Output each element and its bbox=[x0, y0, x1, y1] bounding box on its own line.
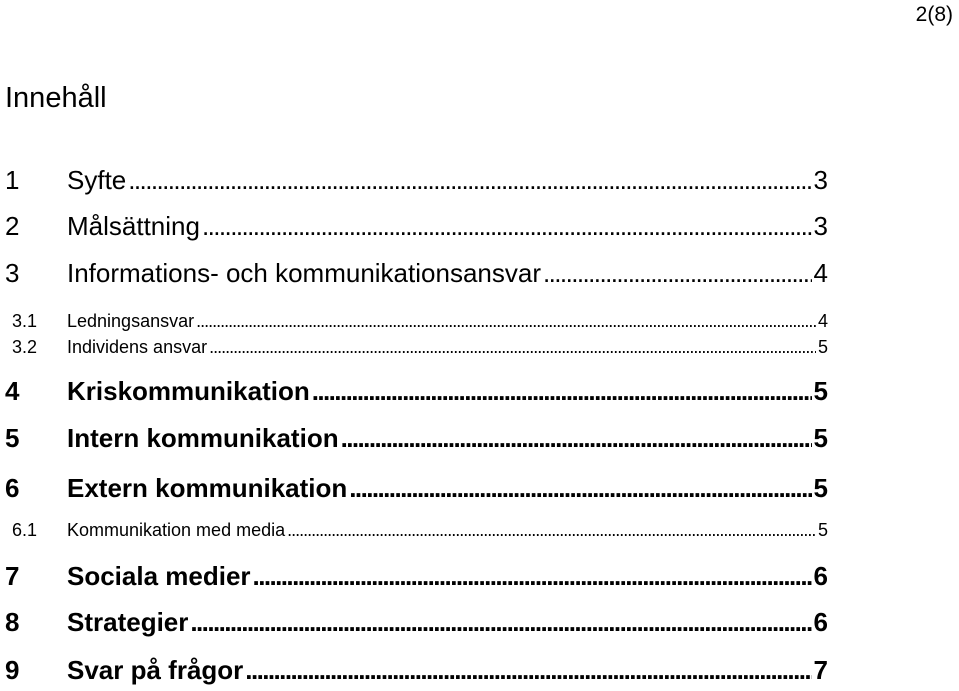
toc-entry-page: 5 bbox=[813, 376, 828, 406]
toc-dot-leader bbox=[312, 376, 812, 407]
toc-entry[interactable] bbox=[5, 376, 828, 407]
toc-entry-page: 4 bbox=[813, 258, 828, 288]
toc-dot-leader bbox=[190, 607, 811, 638]
toc-entry-number: 8 bbox=[5, 607, 20, 637]
toc-dot-leader bbox=[543, 258, 812, 289]
toc-entry-page: 6 bbox=[813, 561, 828, 591]
toc-entry-page: 3 bbox=[813, 165, 828, 195]
toc-entry-title: Kriskommunikation bbox=[67, 376, 310, 406]
toc-entry[interactable] bbox=[5, 211, 828, 242]
toc-entry[interactable] bbox=[5, 311, 828, 332]
toc-entry[interactable] bbox=[5, 258, 828, 289]
toc-entry-title: Kommunikation med media bbox=[67, 520, 286, 540]
toc-entry-page: 6 bbox=[813, 607, 828, 637]
toc-entry-number: 4 bbox=[5, 376, 20, 406]
toc-entry[interactable] bbox=[5, 520, 828, 541]
toc-dot-leader bbox=[349, 473, 811, 504]
toc-entry-page: 3 bbox=[813, 211, 828, 241]
toc-entry-title: Strategier bbox=[67, 607, 189, 637]
toc-entry-number: 3.2 bbox=[12, 337, 38, 357]
toc-dot-leader bbox=[196, 311, 816, 332]
toc-dot-leader bbox=[202, 211, 812, 242]
toc-entry-page: 5 bbox=[813, 423, 828, 453]
toc-entry-page: 5 bbox=[813, 473, 828, 503]
toc-entry-title: Sociala medier bbox=[67, 561, 251, 591]
toc-dot-leader bbox=[341, 423, 812, 454]
toc-entry[interactable] bbox=[5, 337, 828, 358]
toc-entry-number: 3 bbox=[5, 258, 20, 288]
toc-entry[interactable] bbox=[5, 561, 828, 592]
toc-dot-leader bbox=[253, 561, 812, 592]
toc-entry-number: 2 bbox=[5, 211, 20, 241]
toc-dot-leader bbox=[245, 655, 811, 686]
toc-entry-number: 7 bbox=[5, 561, 20, 591]
toc-entry-page: 5 bbox=[817, 337, 828, 357]
toc-dot-leader bbox=[287, 520, 816, 541]
toc-entry-page: 5 bbox=[817, 520, 828, 540]
toc-entry-title: Ledningsansvar bbox=[67, 311, 195, 331]
toc-entry-title: Extern kommunikation bbox=[67, 473, 348, 503]
toc-entry-title: Svar på frågor bbox=[67, 655, 244, 685]
toc-dot-leader bbox=[209, 337, 816, 358]
toc-entry-title: Intern kommunikation bbox=[67, 423, 339, 453]
toc-entry-title: Syfte bbox=[67, 165, 127, 195]
toc-entry-number: 1 bbox=[5, 165, 20, 195]
toc-heading: Innehåll bbox=[5, 82, 107, 114]
toc-entry[interactable] bbox=[5, 607, 828, 638]
toc-entry-number: 5 bbox=[5, 423, 20, 453]
toc-entry-page: 4 bbox=[817, 311, 828, 331]
toc-entry-title: Individens ansvar bbox=[67, 337, 208, 357]
toc-entry-page: 7 bbox=[813, 655, 828, 685]
toc-dot-leader bbox=[128, 165, 811, 196]
toc-entry[interactable] bbox=[5, 655, 828, 686]
toc-entry-title: Informations- och kommunikationsansvar bbox=[67, 258, 541, 288]
toc-entry-number: 9 bbox=[5, 655, 20, 685]
toc-entry[interactable] bbox=[5, 473, 828, 504]
page-number: 2(8) bbox=[915, 3, 953, 26]
toc-entry[interactable] bbox=[5, 165, 828, 196]
toc-entry-number: 3.1 bbox=[12, 311, 38, 331]
toc-entry-title: Målsättning bbox=[67, 211, 200, 241]
toc-entry-number: 6.1 bbox=[12, 520, 38, 540]
toc-entry-number: 6 bbox=[5, 473, 20, 503]
toc-entry[interactable] bbox=[5, 423, 828, 454]
